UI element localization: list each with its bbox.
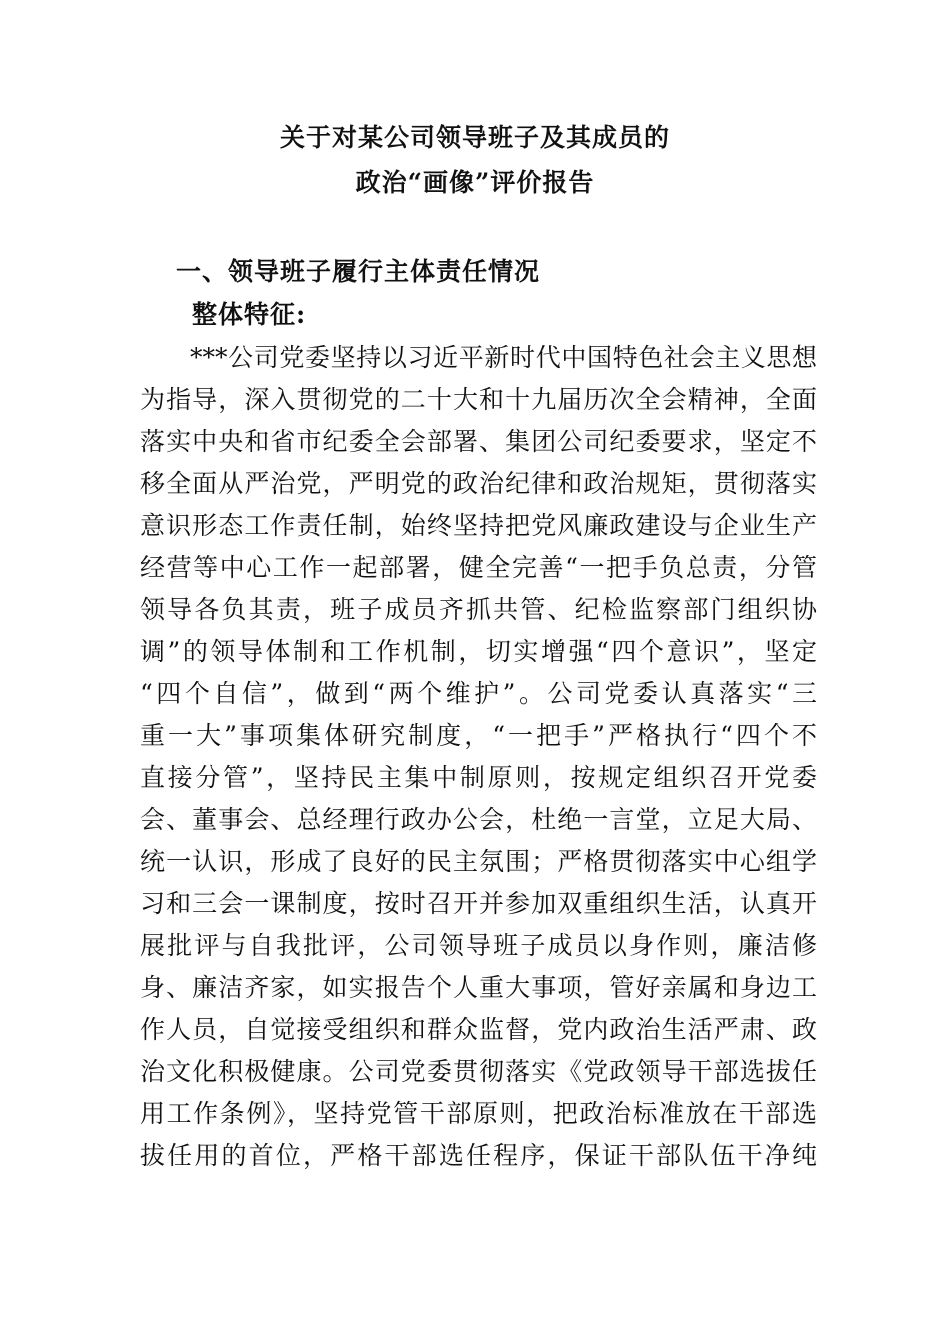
body-line: 调”的领导体制和工作机制，切实增强“四个意识”，坚定 bbox=[140, 637, 817, 666]
body-line: 展批评与自我批评，公司领导班子成员以身作则，廉洁修 bbox=[140, 931, 817, 960]
body-line: 拔任用的首位，严格干部选任程序，保证干部队伍干净纯 bbox=[140, 1141, 817, 1170]
body-line: 习和三会一课制度，按时召开并参加双重组织生活，认真开 bbox=[140, 889, 817, 918]
body-line: 作人员，自觉接受组织和群众监督，党内政治生活严肃、政 bbox=[140, 1015, 817, 1044]
body-line: 移全面从严治党，严明党的政治纪律和政治规矩，贯彻落实 bbox=[140, 469, 817, 498]
document-title-line-1: 关于对某公司领导班子及其成员的 bbox=[279, 123, 670, 152]
body-line: 治文化积极健康。公司党委贯彻落实《党政领导干部选拔任 bbox=[140, 1057, 817, 1086]
body-line: 领导各负其责，班子成员齐抓共管、纪检监察部门组织协 bbox=[140, 595, 817, 624]
body-line: 用工作条例》，坚持党管干部原则，把政治标准放在干部选 bbox=[140, 1099, 817, 1128]
body-line: “四个自信”，做到“两个维护”。公司党委认真落实“三 bbox=[140, 679, 817, 708]
body-line: 为指导，深入贯彻党的二十大和十九届历次全会精神，全面 bbox=[140, 385, 817, 414]
body-line: 落实中央和省市纪委全会部署、集团公司纪委要求，坚定不 bbox=[140, 427, 817, 456]
body-line: 统一认识，形成了良好的民主氛围；严格贯彻落实中心组学 bbox=[140, 847, 817, 876]
document-title-line-2: 政治“画像”评价报告 bbox=[355, 168, 595, 197]
sub-heading: 整体特征: bbox=[192, 300, 307, 329]
body-line: 身、廉洁齐家，如实报告个人重大事项，管好亲属和身边工 bbox=[140, 973, 817, 1002]
body-line: 经营等中心工作一起部署，健全完善“一把手负总责，分管 bbox=[140, 553, 817, 582]
body-line: 会、董事会、总经理行政办公会，杜绝一言堂，立足大局、 bbox=[140, 805, 817, 834]
body-line: 意识形态工作责任制，始终坚持把党风廉政建设与企业生产 bbox=[140, 511, 817, 540]
body-line: 重一大”事项集体研究制度，“一把手”严格执行“四个不 bbox=[140, 721, 818, 750]
body-line: ***公司党委坚持以习近平新时代中国特色社会主义思想 bbox=[190, 343, 817, 372]
body-line: 直接分管”，坚持民主集中制原则，按规定组织召开党委 bbox=[140, 763, 817, 792]
section-heading: 一、领导班子履行主体责任情况 bbox=[176, 257, 541, 286]
